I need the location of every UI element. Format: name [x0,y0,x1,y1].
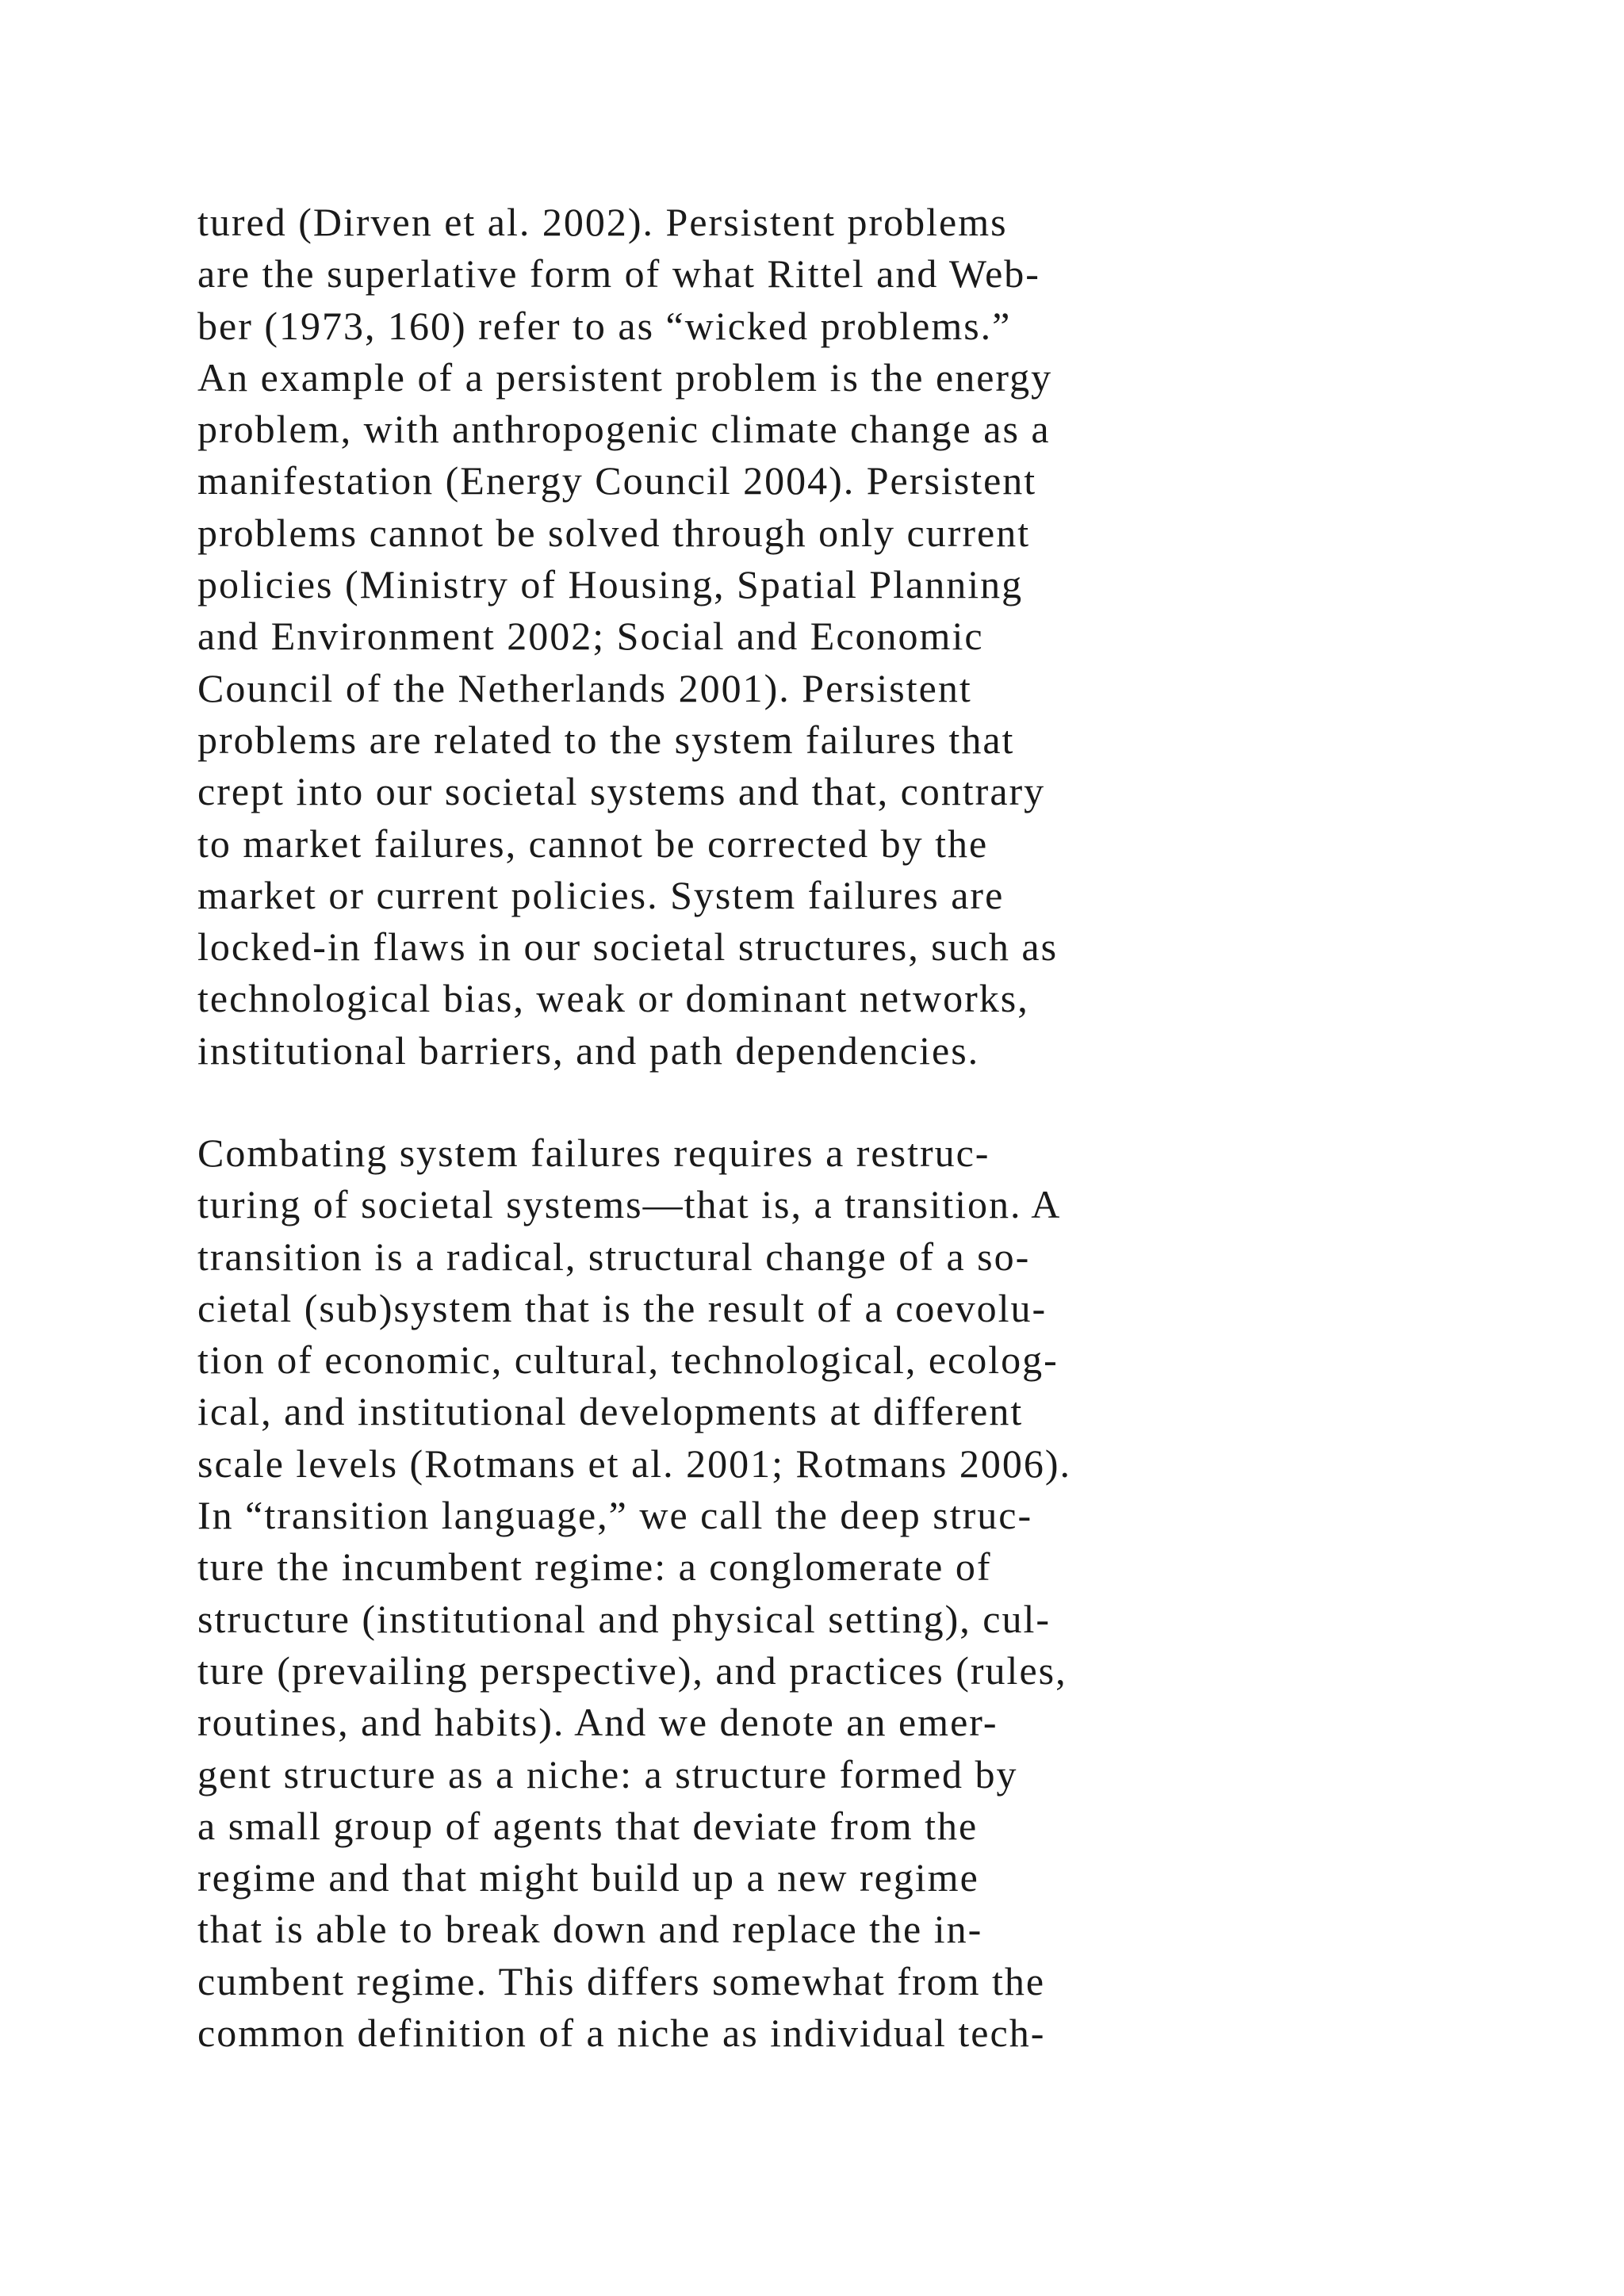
text-line: structure (institutional and physical setting), cul- [197,1596,1051,1641]
text-line: ical, and institutional developments at different [197,1389,1024,1434]
text-line: are the superlative form of what Rittel and Web- [197,251,1040,297]
text-line: ber (1973, 160) refer to as “wicked problems.” [197,303,1012,348]
text-line: In “transition language,” we call the deep struc- [197,1493,1033,1538]
text-line: technological bias, weak or dominant networks, [197,976,1029,1021]
text-line: gent structure as a niche: a structure formed by [197,1751,1018,1797]
text-line: manifestation (Energy Council 2004). Persistent [197,458,1037,503]
text-line: ture (prevailing perspective), and practices (rules, [197,1647,1067,1693]
text-line: regime and that might build up a new regime [197,1855,979,1900]
text-line: cumbent regime. This differs somewhat from the [197,1958,1046,2003]
text-line: crept into our societal systems and that, contrary [197,769,1046,814]
text-line: transition is a radical, structural change of a so- [197,1234,1031,1279]
text-line: institutional barriers, and path dependencies. [197,1027,980,1073]
text-line: Council of the Netherlands 2001). Persistent [197,665,972,710]
text-line: locked-in flaws in our societal structures, such as [197,924,1059,970]
text-line: problems cannot be solved through only current [197,510,1031,555]
text-line: scale levels (Rotmans et al. 2001; Rotmans 2006). [197,1441,1071,1486]
text-line: that is able to break down and replace the in- [197,1907,983,1952]
text-line: problems are related to the system failures that [197,717,1015,762]
text-line: routines, and habits). And we denote an emer- [197,1700,998,1745]
text-line: policies (Ministry of Housing, Spatial Planning [197,562,1024,607]
text-line: An example of a persistent problem is the energy [197,354,1053,400]
text-line: ture the incumbent regime: a conglomerate of [197,1544,992,1590]
text-line: to market failures, cannot be corrected by the [197,821,989,866]
text-line: cietal (sub)system that is the result of a coevolu- [197,1285,1048,1330]
text-line: and Environment 2002; Social and Economic [197,614,984,659]
text-line: a small group of agents that deviate from the [197,1803,979,1848]
text-line: tion of economic, cultural, technological, ecolog- [197,1337,1059,1383]
paragraph-transitions [197,1127,1545,2059]
paragraph-persistent-problems [197,197,1545,1077]
text-line: problem, with anthropogenic climate change as a [197,407,1051,452]
text-line: common definition of a niche as individual tech- [197,2011,1046,2056]
text-line: Combating system failures requires a restruc- [197,1131,990,1175]
text-line: market or current policies. System failures are [197,872,1005,917]
text-line: turing of societal systems—that is, a transition. A [197,1182,1062,1227]
text-line: tured (Dirven et al. 2002). Persistent problems [197,200,1008,244]
